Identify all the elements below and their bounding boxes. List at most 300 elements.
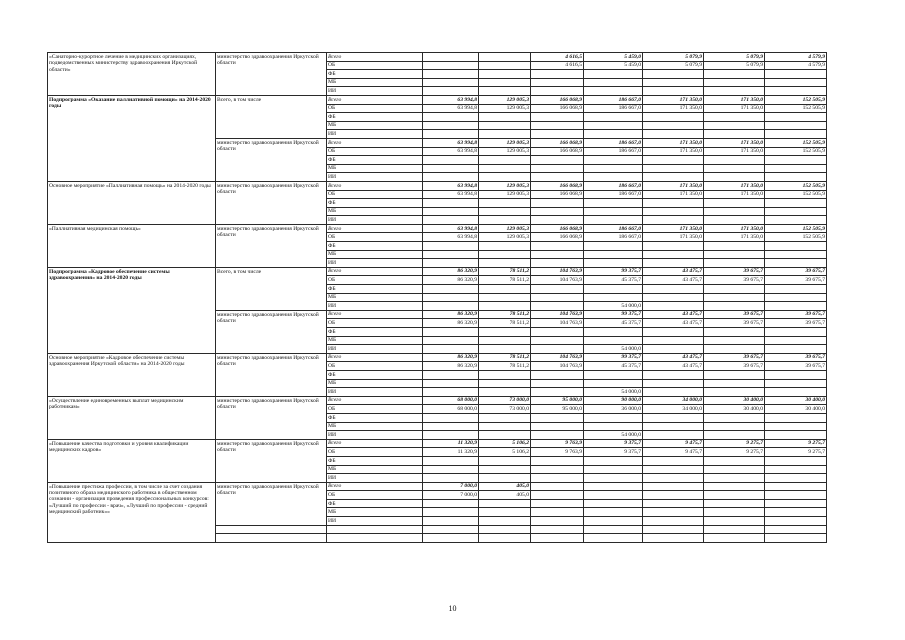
amount-cell [643,250,704,259]
amount-cell [704,474,765,483]
amount-cell [704,345,765,354]
amount-cell: 39 675,7 [765,353,827,362]
amount-cell: 63 994,8 [423,181,479,190]
amount-cell [765,491,827,500]
amount-cell: 171 350,0 [704,190,765,199]
funding-source-cell: Всего [327,482,423,491]
empty-cell [216,525,327,534]
empty-cell [479,534,531,543]
amount-cell: 9 763,9 [531,439,584,448]
amount-cell: 5 459,0 [584,53,643,62]
amount-cell [479,70,531,79]
amount-cell [479,216,531,225]
amount-cell: 43 475,7 [643,267,704,276]
amount-cell [423,465,479,474]
amount-cell: 54 000,0 [584,302,643,311]
amount-cell [531,199,584,208]
amount-cell [423,53,479,62]
amount-cell [643,370,704,379]
empty-cell [643,534,704,543]
amount-cell [584,293,643,302]
amount-cell: 43 475,7 [643,276,704,285]
amount-cell: 129 005,3 [479,224,531,233]
amount-cell [479,173,531,182]
funding-source-cell: ИИ [327,259,423,268]
amount-cell [584,113,643,122]
amount-cell [704,121,765,130]
program-name-cell: «Повышение престижа профессии, в том числе за счет создания позитивного образа медицинского работника в общественном сознании - организация проведения профессиональных конкурсов: «Лучший по профессии - врач», «Лучший по профессии - средний медицинский работник»» [48,482,216,542]
budget-table [47,52,827,543]
funding-source-cell: Всего [327,353,423,362]
funding-source-cell: ИИ [327,431,423,440]
amount-cell: 9 375,7 [584,439,643,448]
funding-source-cell: ОБ [327,319,423,328]
funding-source-cell: МБ [327,293,423,302]
amount-cell [531,517,584,526]
amount-cell: 171 350,0 [704,104,765,113]
amount-cell [423,345,479,354]
amount-cell: 171 350,0 [704,147,765,156]
amount-cell [584,164,643,173]
funding-source-cell: ОБ [327,448,423,457]
amount-cell [479,379,531,388]
funding-source-cell: ФБ [327,328,423,337]
amount-cell: 78 511,2 [479,267,531,276]
amount-cell [765,285,827,294]
funding-source-cell: ИИ [327,173,423,182]
amount-cell [765,216,827,225]
amount-cell [643,199,704,208]
amount-cell [584,207,643,216]
amount-cell [704,370,765,379]
amount-cell: 9 275,7 [704,439,765,448]
amount-cell [531,456,584,465]
amount-cell: 104 763,9 [531,310,584,319]
executor-cell: министерство здравоохранения Иркутской области [216,353,327,396]
amount-cell [423,70,479,79]
amount-cell [584,474,643,483]
amount-cell: 54 000,0 [584,431,643,440]
amount-cell: 9 763,9 [531,448,584,457]
amount-cell [531,121,584,130]
budget-table-body [48,53,827,543]
amount-cell: 39 675,7 [704,353,765,362]
amount-cell: 45 375,7 [584,276,643,285]
amount-cell: 171 350,0 [704,138,765,147]
amount-cell: 171 350,0 [643,181,704,190]
funding-source-cell: ФБ [327,199,423,208]
amount-cell [423,499,479,508]
empty-cell [423,534,479,543]
amount-cell: 186 667,0 [584,95,643,104]
amount-cell: 39 675,7 [765,276,827,285]
amount-cell [584,156,643,165]
amount-cell [531,474,584,483]
amount-cell: 129 005,3 [479,181,531,190]
amount-cell [704,379,765,388]
funding-source-cell: Всего [327,224,423,233]
amount-cell [643,207,704,216]
amount-cell: 9 475,7 [643,439,704,448]
budget-sheet [47,52,827,543]
amount-cell: 171 350,0 [704,95,765,104]
funding-source-cell: МБ [327,164,423,173]
amount-cell [584,456,643,465]
amount-cell: 78 511,2 [479,319,531,328]
amount-cell: 73 000,0 [479,405,531,414]
amount-cell [704,164,765,173]
amount-cell [584,508,643,517]
amount-cell: 9 275,7 [704,448,765,457]
empty-cell [423,525,479,534]
amount-cell [531,156,584,165]
amount-cell [704,259,765,268]
funding-source-cell: ОБ [327,61,423,70]
amount-cell: 39 675,7 [704,276,765,285]
amount-cell [531,345,584,354]
amount-cell [423,156,479,165]
amount-cell [765,130,827,139]
amount-cell [531,422,584,431]
amount-cell [643,474,704,483]
amount-cell [765,78,827,87]
amount-cell [643,345,704,354]
amount-cell: 45 375,7 [584,319,643,328]
amount-cell [479,250,531,259]
amount-cell [643,456,704,465]
amount-cell [531,508,584,517]
amount-cell: 171 350,0 [704,233,765,242]
amount-cell: 86 320,9 [423,362,479,371]
amount-cell [423,413,479,422]
funding-source-cell: ФБ [327,242,423,251]
amount-cell [423,87,479,96]
amount-cell: 99 375,7 [584,267,643,276]
amount-cell: 11 320,9 [423,448,479,457]
amount-cell: 104 763,9 [531,319,584,328]
amount-cell: 86 320,9 [423,267,479,276]
amount-cell [531,482,584,491]
funding-source-cell: ОБ [327,190,423,199]
amount-cell [423,474,479,483]
funding-source-cell: ОБ [327,147,423,156]
amount-cell [765,164,827,173]
amount-cell [479,156,531,165]
amount-cell [584,121,643,130]
amount-cell: 171 350,0 [643,190,704,199]
amount-cell: 186 667,0 [584,147,643,156]
amount-cell: 95 000,0 [531,396,584,405]
amount-cell: 166 068,9 [531,95,584,104]
amount-cell [531,285,584,294]
empty-cell [643,525,704,534]
amount-cell [584,87,643,96]
amount-cell: 63 994,8 [423,224,479,233]
empty-cell [584,534,643,543]
amount-cell [423,199,479,208]
program-name-cell: «Санаторно-курортное лечение в медицинских организациях, подведомственных министерству здравоохранения Иркутской области» [48,53,216,96]
amount-cell [423,259,479,268]
funding-source-cell: Всего [327,310,423,319]
amount-cell: 129 005,3 [479,104,531,113]
amount-cell: 54 000,0 [584,388,643,397]
amount-cell: 43 475,7 [643,310,704,319]
table-row [48,353,827,362]
amount-cell [765,242,827,251]
amount-cell: 11 320,9 [423,439,479,448]
amount-cell [765,499,827,508]
amount-cell [765,259,827,268]
amount-cell [531,216,584,225]
amount-cell: 129 005,3 [479,190,531,199]
amount-cell [643,422,704,431]
amount-cell [531,328,584,337]
empty-cell [765,525,827,534]
amount-cell: 152 505,9 [765,104,827,113]
amount-cell [704,173,765,182]
amount-cell [531,499,584,508]
funding-source-cell: ФБ [327,413,423,422]
funding-source-cell: ИИ [327,302,423,311]
funding-source-cell: ОБ [327,491,423,500]
amount-cell: 78 511,2 [479,362,531,371]
amount-cell: 39 675,7 [765,319,827,328]
amount-cell [704,456,765,465]
amount-cell [704,431,765,440]
amount-cell [479,328,531,337]
amount-cell [704,328,765,337]
funding-source-cell: Всего [327,181,423,190]
amount-cell: 95 000,0 [531,405,584,414]
amount-cell: 73 000,0 [479,396,531,405]
amount-cell [479,130,531,139]
amount-cell [765,388,827,397]
amount-cell [765,370,827,379]
table-row [48,224,827,233]
amount-cell [531,259,584,268]
amount-cell [479,388,531,397]
amount-cell [765,207,827,216]
amount-cell [765,482,827,491]
amount-cell: 68 000,0 [423,405,479,414]
amount-cell [643,121,704,130]
amount-cell: 405,0 [479,482,531,491]
amount-cell: 166 068,9 [531,181,584,190]
amount-cell: 5 079,9 [643,61,704,70]
amount-cell [765,70,827,79]
amount-cell: 405,0 [479,491,531,500]
amount-cell [531,293,584,302]
amount-cell: 166 068,9 [531,224,584,233]
amount-cell [423,328,479,337]
amount-cell: 171 350,0 [643,95,704,104]
amount-cell [704,413,765,422]
amount-cell [765,199,827,208]
amount-cell [479,465,531,474]
amount-cell: 171 350,0 [704,181,765,190]
amount-cell [643,491,704,500]
amount-cell [423,113,479,122]
executor-cell: министерство здравоохранения Иркутской области [216,53,327,96]
amount-cell [765,456,827,465]
table-row [48,53,827,62]
amount-cell: 39 675,7 [765,267,827,276]
table-row [48,181,827,190]
amount-cell [765,422,827,431]
amount-cell: 5 079,9 [704,53,765,62]
table-row [48,95,827,104]
amount-cell [423,336,479,345]
program-name-cell: Основное мероприятие «Кадровое обеспечение системы здравоохранения Иркутской области» на 2014-2020 годы [48,353,216,396]
amount-cell [643,259,704,268]
funding-source-cell: ФБ [327,370,423,379]
amount-cell: 5 459,0 [584,61,643,70]
amount-cell [423,379,479,388]
amount-cell: 54 000,0 [584,345,643,354]
table-row [48,439,827,448]
amount-cell [423,207,479,216]
amount-cell [479,345,531,354]
amount-cell: 86 320,9 [423,319,479,328]
amount-cell: 45 375,7 [584,362,643,371]
amount-cell [704,156,765,165]
amount-cell: 63 994,8 [423,104,479,113]
amount-cell: 152 505,9 [765,147,827,156]
amount-cell [531,370,584,379]
amount-cell: 4 579,9 [765,61,827,70]
amount-cell [643,164,704,173]
executor-cell: министерство здравоохранения Иркутской области [216,181,327,224]
amount-cell [531,413,584,422]
amount-cell: 171 350,0 [643,104,704,113]
amount-cell: 186 667,0 [584,224,643,233]
amount-cell: 4 616,5 [531,61,584,70]
program-name-cell: Основное мероприятие «Паллиативная помощь» на 2014-2020 годы [48,181,216,224]
amount-cell [643,78,704,87]
amount-cell: 43 475,7 [643,319,704,328]
amount-cell [643,388,704,397]
amount-cell: 186 667,0 [584,138,643,147]
amount-cell: 104 763,9 [531,276,584,285]
program-name-cell: Подпрограмма «Кадровое обеспечение системы здравоохранения» на 2014-2020 годы [48,267,216,353]
amount-cell [423,78,479,87]
amount-cell: 86 320,9 [423,310,479,319]
amount-cell [423,302,479,311]
amount-cell [765,345,827,354]
amount-cell: 34 000,0 [643,396,704,405]
amount-cell [704,70,765,79]
amount-cell [479,113,531,122]
amount-cell [643,285,704,294]
amount-cell: 68 000,0 [423,396,479,405]
empty-cell [479,525,531,534]
amount-cell [423,250,479,259]
amount-cell [479,422,531,431]
funding-source-cell: МБ [327,78,423,87]
funding-source-cell: ОБ [327,362,423,371]
empty-cell [531,534,584,543]
table-row [48,396,827,405]
amount-cell [704,216,765,225]
amount-cell: 39 675,7 [704,319,765,328]
amount-cell [531,465,584,474]
amount-cell [765,113,827,122]
amount-cell [531,173,584,182]
executor-cell: министерство здравоохранения Иркутской области [216,396,327,439]
amount-cell: 5 079,9 [704,61,765,70]
amount-cell [584,242,643,251]
amount-cell: 39 675,7 [704,362,765,371]
amount-cell [479,336,531,345]
amount-cell: 7 000,0 [423,482,479,491]
amount-cell: 86 320,9 [423,276,479,285]
amount-cell: 43 475,7 [643,353,704,362]
amount-cell: 63 994,8 [423,138,479,147]
amount-cell [704,499,765,508]
amount-cell [584,328,643,337]
amount-cell [531,130,584,139]
amount-cell [704,242,765,251]
amount-cell [704,87,765,96]
program-name-cell: «Осуществление единовременных выплат медицинским работникам» [48,396,216,439]
amount-cell [479,302,531,311]
funding-source-cell: МБ [327,379,423,388]
amount-cell: 39 675,7 [704,310,765,319]
amount-cell [479,293,531,302]
amount-cell [479,78,531,87]
amount-cell [479,242,531,251]
funding-source-cell: Всего [327,53,423,62]
amount-cell [704,491,765,500]
amount-cell [643,328,704,337]
amount-cell: 186 667,0 [584,233,643,242]
amount-cell [584,336,643,345]
amount-cell [704,482,765,491]
amount-cell: 104 763,9 [531,267,584,276]
amount-cell [643,293,704,302]
amount-cell [479,285,531,294]
amount-cell [643,87,704,96]
funding-source-cell: МБ [327,422,423,431]
amount-cell [584,250,643,259]
amount-cell [479,456,531,465]
funding-source-cell: МБ [327,508,423,517]
funding-source-cell: ФБ [327,70,423,79]
funding-source-cell: МБ [327,250,423,259]
amount-cell: 152 505,9 [765,224,827,233]
amount-cell [765,173,827,182]
amount-cell [643,465,704,474]
amount-cell: 186 667,0 [584,104,643,113]
amount-cell: 9 275,7 [765,439,827,448]
amount-cell [423,456,479,465]
amount-cell [643,413,704,422]
funding-source-cell: ИИ [327,216,423,225]
executor-cell: министерство здравоохранения Иркутской области [216,482,327,525]
amount-cell [584,70,643,79]
amount-cell [704,250,765,259]
amount-cell: 5 079,9 [643,53,704,62]
program-name-cell: «Паллиативная медицинская помощь» [48,224,216,267]
amount-cell [584,491,643,500]
amount-cell [423,285,479,294]
empty-cell [327,525,423,534]
amount-cell [423,293,479,302]
amount-cell: 99 375,7 [584,353,643,362]
amount-cell [704,517,765,526]
amount-cell [479,53,531,62]
amount-cell [479,61,531,70]
